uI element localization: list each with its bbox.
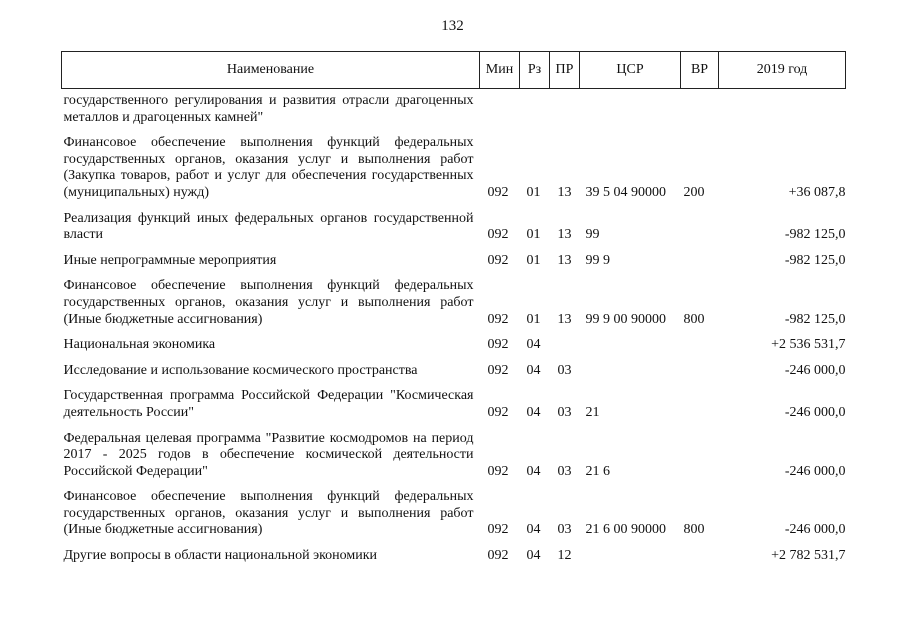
row-csr: 21 6 xyxy=(585,463,610,479)
row-name: Другие вопросы в области национальной экономики xyxy=(63,548,378,564)
row-csr: 21 xyxy=(585,404,600,420)
table-row xyxy=(62,244,846,270)
row-min: 092 xyxy=(487,463,509,479)
row-rz: 04 xyxy=(526,548,541,564)
row-csr: 39 5 04 90000 xyxy=(585,184,666,200)
row-csr xyxy=(580,539,681,565)
row-name: Федеральная целевая программа "Развитие космодромов на период 2017 - 2025 годов в обеспечение космической деятельности Российской Федерации" xyxy=(63,430,474,479)
header-csr: ЦСР xyxy=(580,52,681,89)
row-min: 092 xyxy=(487,227,509,243)
row-min: 092 xyxy=(487,522,509,538)
row-amount xyxy=(719,89,846,127)
row-pr xyxy=(550,328,580,354)
budget-table xyxy=(61,51,846,565)
header-vr: ВР xyxy=(681,52,719,89)
row-vr: 200 xyxy=(683,184,705,200)
table-row xyxy=(62,379,846,421)
row-csr: 99 9 xyxy=(585,252,610,268)
table-row xyxy=(62,328,846,354)
row-pr: 13 xyxy=(557,184,572,200)
row-csr: 99 xyxy=(585,227,600,243)
row-name: Финансовое обеспечение выполнения функций федеральных государственных органов, оказания услуг и выполнения работ (Иные бюджетные ассигнования) xyxy=(63,489,474,538)
row-name: государственного регулирования и развития отрасли драгоценных металлов и драгоценных камней" xyxy=(63,93,474,125)
row-pr: 13 xyxy=(557,311,572,327)
row-name: Реализация функций иных федеральных органов государственной власти xyxy=(63,210,474,243)
row-min: 092 xyxy=(487,337,509,353)
row-csr: 99 9 00 90000 xyxy=(585,311,666,327)
row-pr: 13 xyxy=(557,252,572,268)
table-row xyxy=(62,269,846,328)
table-row xyxy=(62,202,846,244)
row-vr xyxy=(681,539,719,565)
table-row xyxy=(62,539,846,565)
row-min: 092 xyxy=(487,362,509,378)
header-pr: ПР xyxy=(550,52,580,89)
row-amount: -982 125,0 xyxy=(784,311,846,327)
table-row xyxy=(62,480,846,539)
row-vr: 800 xyxy=(683,522,705,538)
row-vr xyxy=(681,202,719,244)
row-amount: +2 782 531,7 xyxy=(771,548,846,564)
row-vr xyxy=(681,354,719,380)
header-name: Наименование xyxy=(62,52,480,89)
row-csr xyxy=(580,89,681,127)
row-rz: 04 xyxy=(526,463,541,479)
row-name: Исследование и использование космического пространства xyxy=(63,362,418,378)
row-name: Иные непрограммные мероприятия xyxy=(63,252,277,268)
row-name: Государственная программа Российской Федерации "Космическая деятельность России" xyxy=(63,388,474,420)
row-min: 092 xyxy=(487,184,509,200)
row-pr: 12 xyxy=(557,548,572,564)
row-csr xyxy=(580,328,681,354)
table-header-row xyxy=(62,52,846,89)
row-amount: +2 536 531,7 xyxy=(771,337,846,353)
row-rz: 04 xyxy=(526,404,541,420)
row-amount: -246 000,0 xyxy=(784,404,846,420)
table-row xyxy=(62,126,846,201)
row-min: 092 xyxy=(487,311,509,327)
row-vr xyxy=(681,422,719,481)
row-rz: 01 xyxy=(526,184,541,200)
row-vr xyxy=(681,244,719,270)
row-rz: 01 xyxy=(526,227,541,243)
row-name: Национальная экономика xyxy=(63,337,216,353)
table-body xyxy=(62,89,846,565)
row-min: 092 xyxy=(487,548,509,564)
row-rz: 04 xyxy=(526,522,541,538)
row-amount: -246 000,0 xyxy=(784,362,846,378)
header-rz: Рз xyxy=(520,52,550,89)
row-pr: 03 xyxy=(557,362,572,378)
row-rz: 01 xyxy=(526,311,541,327)
row-vr xyxy=(681,328,719,354)
row-pr xyxy=(550,89,580,127)
row-vr xyxy=(681,379,719,421)
row-rz: 04 xyxy=(526,337,541,353)
row-csr: 21 6 00 90000 xyxy=(585,522,666,538)
row-vr: 800 xyxy=(683,311,705,327)
row-name: Финансовое обеспечение выполнения функций федеральных государственных органов, оказания услуг и выполнения работ (Иные бюджетные ассигнования) xyxy=(63,278,474,327)
header-min: Мин xyxy=(480,52,520,89)
page-number: 132 xyxy=(441,18,464,34)
row-amount: -246 000,0 xyxy=(784,463,846,479)
row-csr xyxy=(580,354,681,380)
row-pr: 03 xyxy=(557,404,572,420)
row-min xyxy=(480,89,520,127)
row-amount: -246 000,0 xyxy=(784,522,846,538)
row-rz: 04 xyxy=(526,362,541,378)
row-min: 092 xyxy=(487,404,509,420)
row-pr: 13 xyxy=(557,227,572,243)
table-row xyxy=(62,89,846,127)
row-amount: -982 125,0 xyxy=(784,227,846,243)
row-rz: 01 xyxy=(526,252,541,268)
table-row xyxy=(62,354,846,380)
row-rz xyxy=(520,89,550,127)
header-year: 2019 год xyxy=(719,52,846,89)
row-pr: 03 xyxy=(557,522,572,538)
row-vr xyxy=(681,89,719,127)
row-amount: -982 125,0 xyxy=(784,252,846,268)
table-row xyxy=(62,422,846,481)
row-pr: 03 xyxy=(557,463,572,479)
row-amount: +36 087,8 xyxy=(788,184,846,200)
row-min: 092 xyxy=(487,252,509,268)
row-name: Финансовое обеспечение выполнения функций федеральных государственных органов, оказания услуг и выполнения работ (Закупка товаров, работ и услуг для обеспечения государственных (муниципальных) нужд) xyxy=(63,135,474,200)
